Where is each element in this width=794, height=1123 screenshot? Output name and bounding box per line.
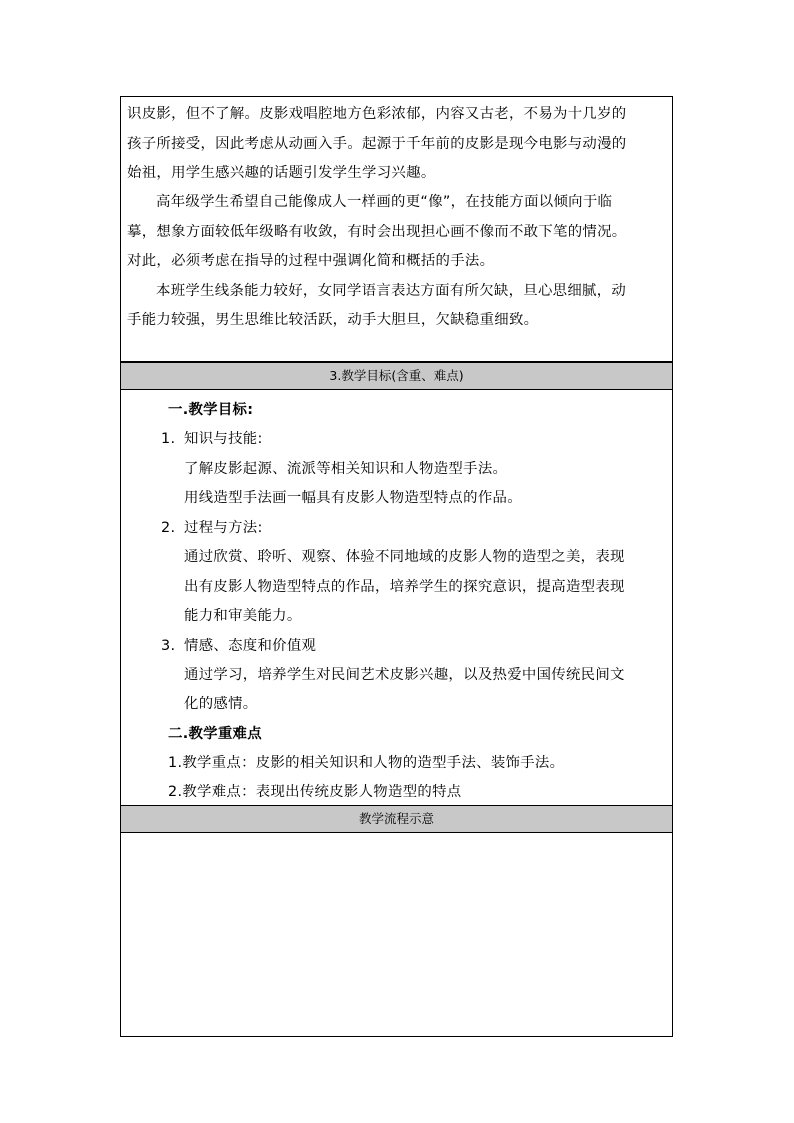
key-point-item: 1.教学重点：皮影的相关知识和人物的造型手法、装饰手法。	[168, 755, 565, 771]
analysis-line: 高年级学生希望自己能像成人一样画的更“像”，在技能方面以倾向于临	[156, 194, 613, 210]
item2-line: 通过欣赏、聆听、观察、体验不同地域的皮影人物的造型之美，表现	[184, 549, 625, 565]
item1-line: 用线造型手法画一幅具有皮影人物造型特点的作品。	[184, 490, 522, 506]
item1-line: 了解皮影起源、流派等相关知识和人物造型手法。	[184, 461, 508, 477]
item1-number: 1.	[161, 431, 176, 447]
analysis-line: 孩子所接受，因此考虑从动画入手。起源于千年前的皮影是现今电影与动漫的	[127, 136, 627, 152]
item3-number: 3.	[161, 638, 176, 654]
item2-line: 出有皮影人物造型特点的作品，培养学生的探究意识，提高造型表现	[184, 579, 625, 595]
lesson-plan-table	[120, 96, 673, 1037]
key-points-title: 二.教学重难点	[168, 726, 262, 742]
item2-line: 能力和审美能力。	[184, 608, 302, 624]
analysis-line: 对此，必须考虑在指导的过程中强调化简和概括的手法。	[127, 253, 495, 269]
item1-title: 知识与技能:	[184, 431, 263, 447]
analysis-line: 本班学生线条能力较好，女同学语言表达方面有所欠缺，旦心思细腻，动	[156, 283, 627, 299]
teaching-goals-header: 3.教学目标(含重、难点)	[121, 362, 672, 390]
analysis-line: 始祖，用学生感兴趣的话题引发学生学习兴趣。	[127, 165, 436, 181]
item3-title: 情感、态度和价值观	[184, 638, 317, 654]
teaching-flow-cell	[121, 833, 672, 1036]
analysis-line: 手能力较强，男生思维比较活跃，动手大胆旦，欠缺稳重细致。	[127, 312, 539, 328]
analysis-line: 摹，想象方面较低年级略有收敛，有时会出现担心画不像而不敢下笔的情况。	[127, 224, 627, 240]
item2-number: 2.	[161, 520, 176, 536]
key-point-item: 2.教学难点：表现出传统皮影人物造型的特点	[168, 784, 462, 800]
item2-title: 过程与方法:	[184, 520, 263, 536]
item3-line: 化的感情。	[184, 696, 258, 712]
analysis-line: 识皮影，但不了解。皮影戏唱腔地方色彩浓郁，内容又古老，不易为十几岁的	[127, 106, 627, 122]
teaching-flow-header: 教学流程示意	[121, 805, 672, 833]
student-analysis-cell	[121, 97, 672, 362]
goals-title: 一.教学目标:	[168, 402, 254, 418]
item3-line: 通过学习，培养学生对民间艺术皮影兴趣，以及热爱中国传统民间文	[184, 667, 625, 683]
